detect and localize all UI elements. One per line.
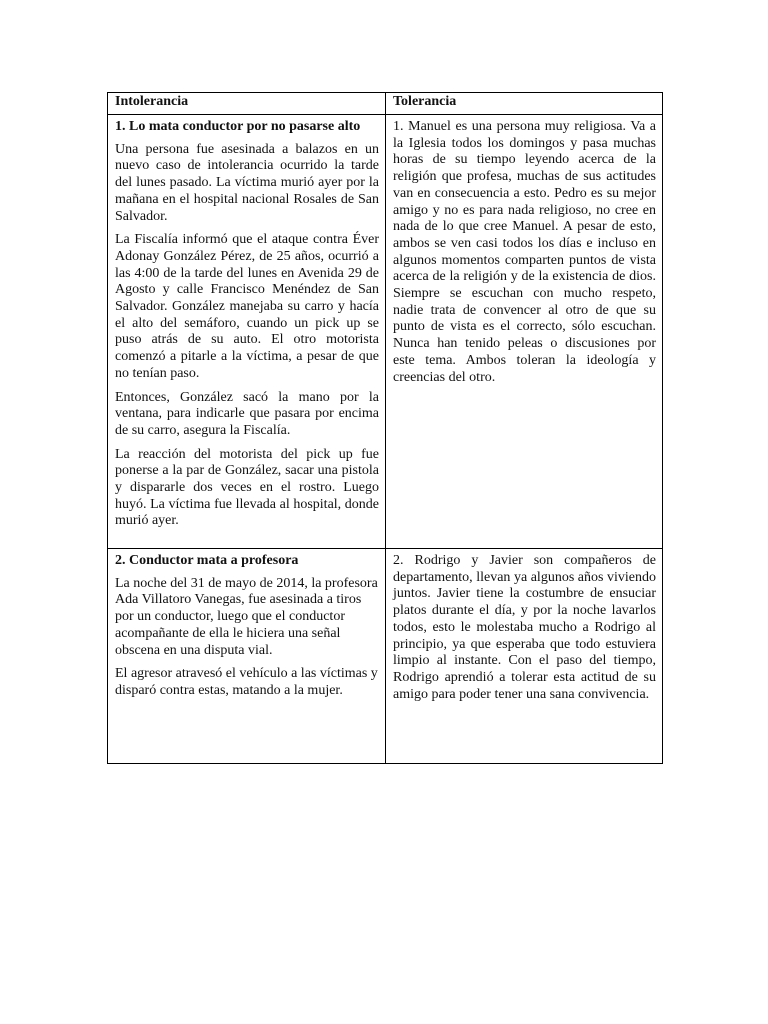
- case-2-title: 2. Conductor mata a profesora: [115, 553, 299, 568]
- header-tolerancia: Tolerancia: [386, 93, 663, 115]
- intolerance-case-2-cell: [108, 549, 386, 764]
- tolerance-example-1-text: 1. Manuel es una persona muy religiosa. Va a la Iglesia todos los domingos y pasa muchas horas de su tiempo leyendo acerca de la religión que profesa, muchas de sus actitudes van en consecuencia a esto. Pedro es su mejor amigo y no es para nada religioso, no cree en nada de lo que cree Manuel. A pesar de esto, ambos se ven casi todos los días e incluso en algunos momentos comparten puntos de vista acerca de la religión y de la existencia de dios. Siempre se escuchan con mucho respeto, nadie trata de convencer al otro de que su punto de vista es el correcto, sólo escuchan. Nunca han tenido peleas o discusiones por este tema. Ambos toleran la ideología y creencias del otro.: [393, 119, 656, 385]
- case-1-paragraph: Entonces, González sacó la mano por la ventana, para indicarle que pasara por encima de su carro, asegura la Fiscalía.: [115, 389, 379, 438]
- case-1-paragraph: La Fiscalía informó que el ataque contra Éver Adonay González Pérez, de 25 años, ocurrió a las 4:00 de la tarde del lunes en Avenida 29 de Agosto y calle Francisco Menéndez de San Salvador. González manejaba su carro y hacía el alto del semáforo, cuando un pick up se puso atrás de su auto. El otro motorista comenzó a pitarle a la víctima, a pesar de que no tenían paso.: [115, 232, 379, 381]
- tolerance-example-2-text: 2. Rodrigo y Javier son compañeros de departamento, llevan ya algunos años viviendo juntos. Javier tiene la costumbre de ensuciar platos durante el día, y por la noche lavarlos todos, esto le molestaba mucho a Rodrigo al principio, ya que esperaba que todo estuviera limpio al instante. Con el paso del tiempo, Rodrigo aprendió a tolerar esta actitud de su amigo para poder tener una sana convivencia.: [393, 553, 656, 702]
- case-1-paragraph: Una persona fue asesinada a balazos en un nuevo caso de intolerancia ocurrido la tarde del lunes pasado. La víctima murió ayer por la mañana en el hospital nacional Rosales de San Salvador.: [115, 141, 379, 224]
- case-1-title: 1. Lo mata conductor por no pasarse alto: [115, 119, 361, 134]
- case-2-paragraph: El agresor atravesó el vehículo a las víctimas y disparó contra estas, matando a la mujer.: [115, 666, 378, 698]
- case-1-paragraph: La reacción del motorista del pick up fue ponerse a la par de González, sacar una pistola y dispararle dos veces en el rostro. Luego huyó. La víctima fue llevada al hospital, donde murió ayer.: [115, 446, 379, 529]
- table-row: [108, 549, 663, 764]
- case-2-paragraph: La noche del 31 de mayo de 2014, la profesora Ada Villatoro Vanegas, fue asesinada a tiros por un conductor, luego que el conductor acompañante de ella le hiciera una señal obscena en una disputa vial.: [115, 575, 378, 658]
- intolerance-case-1-cell: [108, 115, 386, 549]
- table-row: [108, 115, 663, 549]
- tolerance-example-1-cell: [386, 115, 663, 549]
- table-header-row: [108, 93, 663, 115]
- header-intolerancia: Intolerancia: [108, 93, 386, 115]
- comparison-table: [107, 92, 663, 764]
- tolerance-example-2-cell: [386, 549, 663, 764]
